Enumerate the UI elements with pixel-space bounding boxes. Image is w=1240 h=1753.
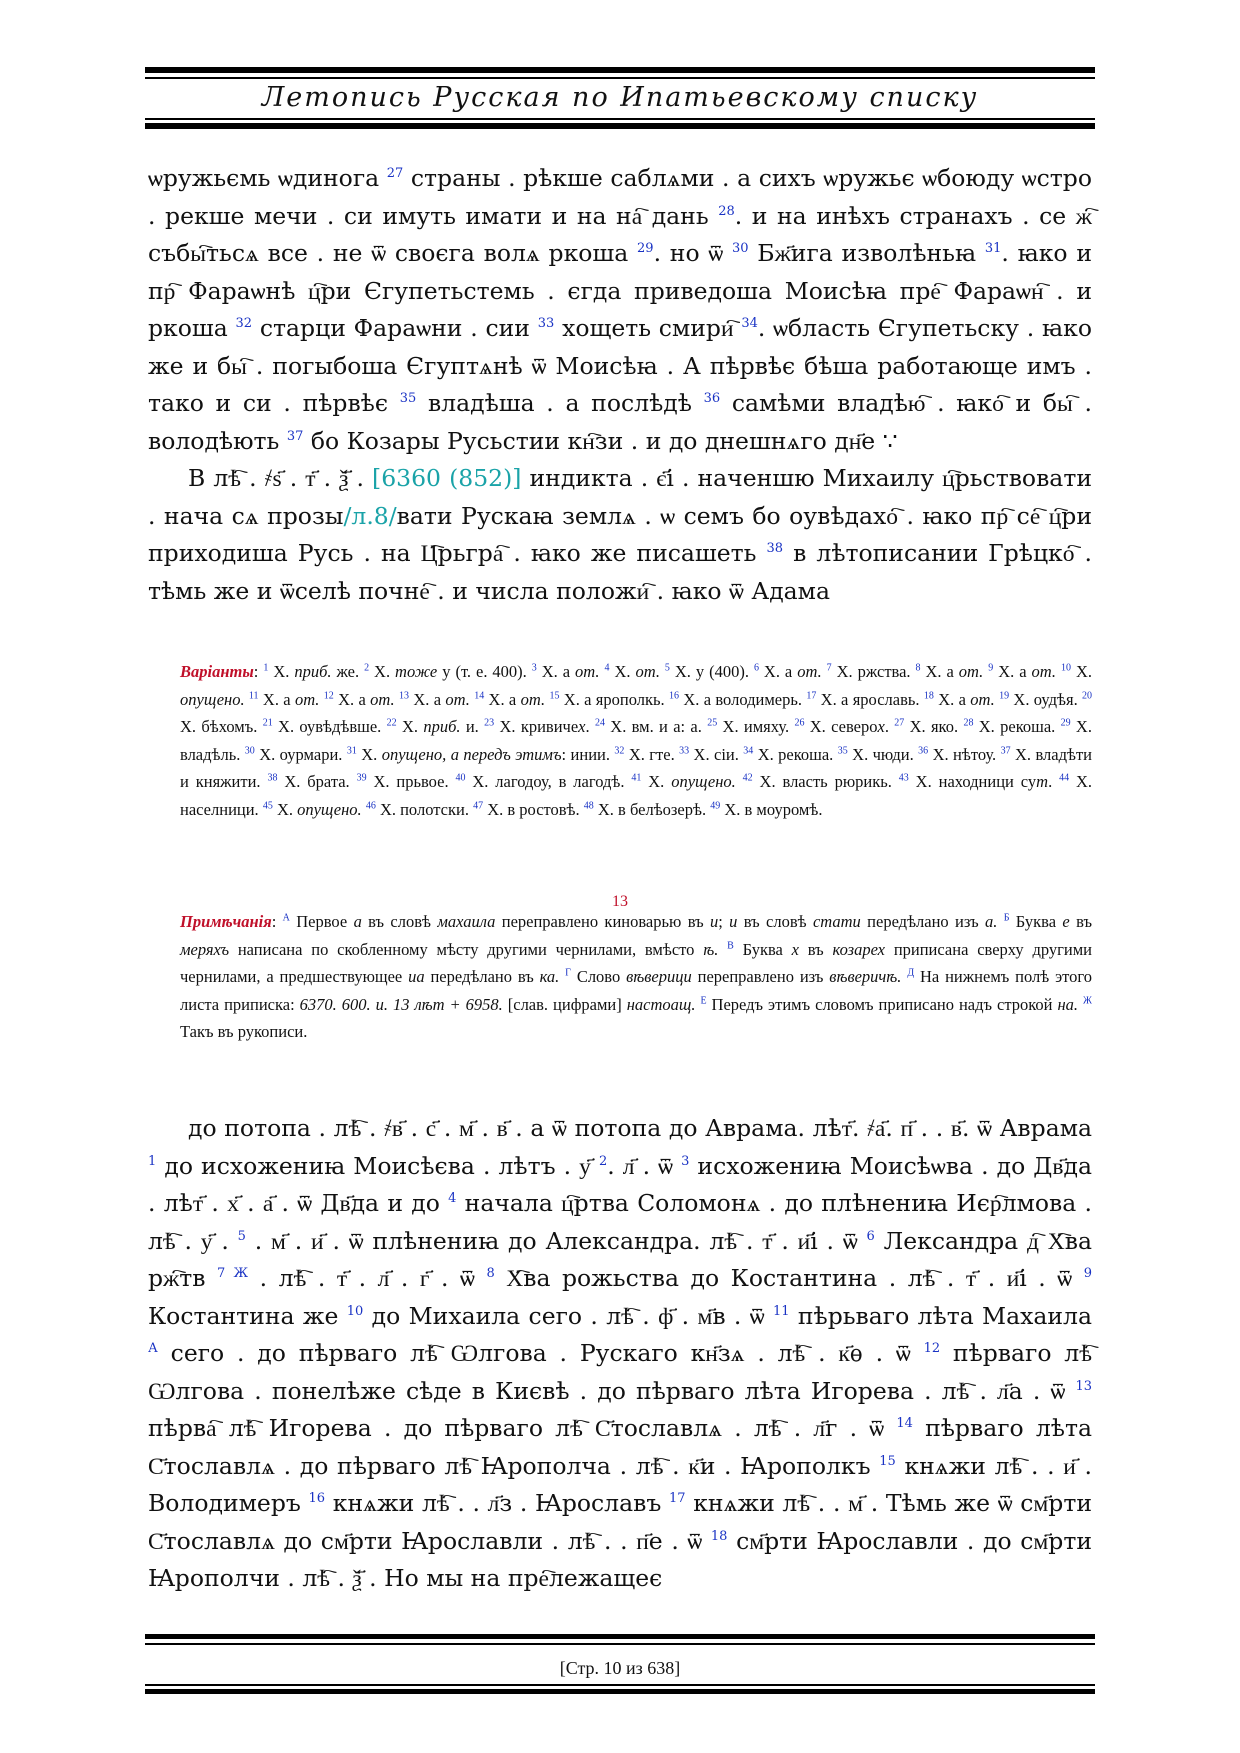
text-run: [слав. цифрами]	[502, 994, 627, 1014]
text-run: от.	[520, 689, 546, 709]
text-run: Такъ въ рукописи.	[180, 1022, 308, 1042]
text-run: Х. а володимерь.	[679, 689, 807, 709]
footnote-marker: 42	[742, 772, 753, 784]
text-run: . ѡбласть Єгупетьску . ꙗко же и бы҇ . погыбоша Єгуптѧнѣ ѿ Моисѣꙗ . А пѣрвѣє бѣша работающе имъ . тако и си . пѣрвѣє	[148, 314, 1092, 417]
text-run: Х. в ростовѣ.	[483, 799, 584, 819]
editorial-marker: [6360 (852)]	[372, 464, 522, 492]
footnote-marker: Д	[907, 967, 915, 979]
footnote-marker: 10	[346, 1303, 364, 1319]
text-run: и.	[460, 717, 485, 737]
footnote-marker: 28	[963, 717, 974, 729]
text-run: старци Фараѡни . сии	[252, 314, 538, 342]
footnote-marker: 38	[267, 772, 278, 784]
footnote-marker: 6	[866, 1228, 875, 1244]
text-run: а.	[984, 912, 998, 931]
footnote-marker: 24	[594, 717, 605, 729]
text-run: от.	[575, 662, 600, 681]
footnote-marker: 21	[262, 717, 273, 729]
text-run: т	[1036, 772, 1049, 792]
footnote-marker: 1	[263, 662, 269, 674]
text-run: см҃рти Ꙗрославли . до см҃рти Ꙗрополчи . лѣ҇ . ѯ҃ . Но мы на пре҇лежащеє	[148, 1526, 1092, 1592]
paragraph	[148, 1110, 1092, 1598]
text-run: х	[578, 717, 586, 737]
text-run: Х.	[268, 662, 295, 681]
footnote-marker: 17	[806, 690, 817, 702]
text-run: Х. в белѣозерѣ.	[593, 799, 711, 819]
header-rule-top-thin	[145, 77, 1095, 79]
text-run: Х. прьвое.	[366, 772, 456, 792]
footnote-marker: 8	[486, 1266, 495, 1282]
text-run: написана по скобленному мѣсту другими чернилами, вмѣсто	[229, 939, 704, 959]
footnote-marker: 2	[364, 662, 370, 674]
text-run: :	[271, 912, 283, 931]
text-run: Х. владѣти и княжити.	[180, 744, 1092, 792]
footnote-marker: 48	[583, 800, 594, 812]
text-run: пѣрваго лѣ҇ Ѡлгова . понелѣже сѣде в Києвѣ . до пѣрваго лѣта Игорева . лѣ҇ . л҃а . ѿ	[148, 1339, 1092, 1405]
text-run: Х. а	[993, 662, 1032, 681]
footnote-marker: 10	[1060, 662, 1071, 674]
text-run: и	[709, 912, 719, 931]
text-run: приб.	[294, 662, 332, 681]
apparatus-label: Примѣчанія	[180, 912, 272, 931]
text-run: козарех	[832, 939, 886, 959]
footnote-marker: 30	[732, 241, 749, 257]
text-run: опущено, а передъ этимъ	[381, 744, 562, 764]
text-run: Х.	[272, 799, 298, 819]
text-run: В лѣ҇ . ҂ѕ҃ . т҃ . ѯ҃ .	[188, 464, 373, 492]
footnote-marker: 22	[386, 717, 397, 729]
text-run: на.	[1057, 994, 1079, 1014]
text-run: до потопа . лѣ҇ . ҂в҃ . с҃ . м҃ . в҃ . а ѿ потопа до Аврама. лѣт҃. ҂а҃. п҃ . . в҃. ѿ Аврама	[188, 1114, 1092, 1142]
footnote-marker: Б	[1003, 912, 1010, 924]
footnote-marker: 8	[915, 662, 921, 674]
paragraph	[148, 160, 1092, 460]
footnote-marker: 1	[148, 1153, 157, 1169]
footnote-marker: 26	[794, 717, 805, 729]
footnote-marker: 4	[604, 662, 610, 674]
text-run: Х.	[609, 662, 636, 681]
footer-rule-bottom-thin	[145, 1684, 1095, 1686]
text-run: . лѣ҇ . т҃ . л҃ . г҃ . ѿ	[248, 1264, 487, 1292]
text-run: сего . до пѣрваго лѣ҇ Ѡлгова . Рускаго кн҃зѧ . лѣ҇ . к҃ѳ . ѿ	[157, 1339, 924, 1367]
footnote-marker: 31	[984, 241, 1002, 257]
text-run: от.	[370, 689, 395, 709]
text-run: Х. чюди.	[847, 744, 919, 764]
text-run: Х. оудѣя.	[1009, 689, 1083, 709]
text-run: пѣрваго лѣта С҃тославлѧ . до пѣрваго лѣ҇ Ꙗрополча . лѣ҇ . к҃и . Ꙗрополкъ	[148, 1414, 1092, 1480]
text-run: владѣша . а послѣдѣ	[416, 389, 704, 417]
text-run: Х. находници су	[908, 772, 1037, 792]
footnote-marker: 5	[237, 1228, 246, 1244]
text-run: переправлено киноварью въ	[495, 912, 710, 931]
text-run: Буква	[733, 939, 792, 959]
footnote-marker: 16	[669, 690, 679, 702]
text-run: вѣверичѣ.	[829, 967, 902, 987]
apparatus-label: Варіанты	[180, 662, 254, 681]
footnote-marker: 36	[703, 391, 721, 407]
text-run: . ꙗко и пр҇ Фараѡнѣ ц҇ри Єгупетьстемь . єгда приведоша Моисѣꙗ пре҇ Фараѡн҇ . и ркоша	[148, 239, 1092, 342]
text-run: : инии.	[561, 744, 615, 764]
header-rule-bottom-thin	[145, 118, 1095, 120]
footnote-marker: 35	[837, 745, 848, 757]
text-run: 6370. 600. и. 13 лѣт + 6958.	[299, 994, 503, 1014]
footnote-marker: 6	[753, 662, 759, 674]
text-run: Х. а	[409, 689, 446, 709]
footnote-marker: 33	[679, 745, 690, 757]
text-run: ѣ.	[703, 939, 719, 959]
text-run: въ	[1069, 912, 1092, 931]
footnote-marker: А	[282, 912, 290, 924]
footnote-marker: 2	[598, 1153, 608, 1169]
footnote-marker: 34	[743, 745, 754, 757]
manuscript-page-number: 13	[612, 893, 628, 910]
text-run: Костантина же	[148, 1301, 347, 1330]
text-run: приб.	[423, 717, 461, 737]
footnote-marker: 11	[248, 690, 259, 702]
text-run: самѣми владѣю҇ . ꙗко҇ и бы҇ . володѣють	[148, 389, 1092, 455]
footnote-marker: 41	[631, 772, 642, 784]
text-run: Х. а	[933, 689, 971, 709]
text-run: Х. нѣтоу.	[928, 744, 1001, 764]
text-run: меряхъ	[180, 939, 230, 959]
text-run: Передъ этимъ словомъ приписано надъ строкой	[706, 994, 1058, 1014]
footnote-marker: 23	[484, 717, 495, 729]
variants-apparatus	[180, 658, 1092, 824]
footnote-marker: 37	[286, 428, 304, 444]
footnote-marker: 45	[262, 800, 273, 812]
footnote-marker: 28	[718, 203, 735, 219]
footnote-marker: Е	[700, 995, 707, 1007]
text-run: от.	[970, 689, 995, 709]
text-run: въ словѣ	[361, 912, 438, 931]
text-run: вати Рускаꙗ землѧ . ѡ семъ бо оувѣдахо҇ . ꙗко пр҇ се҇ ц҇ри приходиша Русь . на Ц҇рьгра҇ . ꙗко же писашеть	[148, 501, 1092, 567]
text-run: .	[1048, 772, 1060, 792]
text-run: Лександра д҇ Х҇ва рж҇тв	[148, 1226, 1093, 1292]
text-run: х	[791, 939, 799, 959]
text-run: Х. северо	[804, 717, 878, 737]
footnote-marker: 14	[474, 690, 485, 702]
text-run: от.	[958, 662, 984, 681]
text-run: Х. сіи.	[689, 744, 744, 764]
text-run: Х. населници.	[180, 772, 1093, 819]
footnote-marker: А	[148, 1341, 158, 1357]
footnote-marker: 39	[356, 772, 367, 784]
text-run	[718, 940, 727, 959]
footnote-marker: 32	[614, 745, 625, 757]
text-run: . и на инѣхъ странахъ . се ж҇ събы҇тьсѧ все . не ѿ своєга волѧ ркоша	[148, 201, 1092, 267]
text-run: до Михаила сего . лѣ҇ . ф҃ . м҃в . ѿ	[363, 1301, 773, 1330]
apparatus-paragraph	[180, 658, 1092, 824]
footnote-marker: Г	[565, 967, 571, 979]
text-run: махаила	[437, 912, 496, 931]
text-run: передѣлано въ	[424, 967, 540, 987]
footer-rule-top-thick	[145, 1634, 1095, 1639]
text-run: . л҃ . ѿ	[607, 1151, 682, 1180]
text-run: Х. а	[333, 689, 371, 709]
text-run: Х. а ярославь.	[816, 689, 924, 709]
text-run: Х. лагодоу, в лагодѣ.	[465, 772, 632, 792]
footnote-marker: 35	[399, 391, 417, 407]
text-run: Х. ржства.	[831, 662, 916, 681]
text-run: в лѣтописании Грѣцко҇ . тѣмь же и ѿселѣ почне҇ . и числа положи҇ . ꙗко ѿ Адама	[148, 539, 1093, 605]
text-run: опущено.	[671, 772, 736, 792]
footnote-marker: 16	[308, 1491, 326, 1507]
text-run: настоащ.	[626, 994, 696, 1014]
text-run: Х. рекоша.	[973, 717, 1061, 737]
footnote-marker: 13	[399, 690, 409, 702]
editorial-marker: /л.8/	[343, 501, 397, 530]
text-run: Х. власть рюрикь.	[752, 772, 899, 792]
text-run: от.	[797, 662, 822, 681]
footnote-marker: 4	[448, 1191, 457, 1207]
footnote-marker: 20	[1082, 690, 1093, 702]
text-run: приписана сверху другими чернилами, а предшествующее	[180, 939, 1093, 987]
text-run: Слово	[570, 967, 627, 987]
footnote-marker: 31	[346, 745, 357, 757]
text-run: Х҇ва рожьства до Костантина . лѣ҇ . т҃ . и҃і . ѿ	[494, 1264, 1084, 1292]
text-run: кнѧжи лѣ҇ . . м҃ . Тѣмь же ѿ см҃рти С҃тославлѧ до см҃рти Ꙗрославли . лѣ҇ . . п҃е . ѿ	[148, 1489, 1093, 1555]
text-run	[736, 772, 743, 791]
text-run: Первое	[289, 912, 354, 931]
text-run: х	[877, 717, 885, 737]
text-run: ка.	[539, 967, 560, 987]
footnote-marker: 29	[637, 241, 654, 257]
text-run: опущено.	[180, 689, 245, 709]
text-run: стати	[812, 912, 861, 931]
footnote-marker: 34	[741, 316, 758, 332]
footnote-marker: 13	[1075, 1378, 1092, 1394]
text-run: На нижнемъ полѣ этого листа приписка:	[180, 967, 1092, 1014]
footnote-marker: 36	[918, 745, 929, 757]
main-text-block	[148, 160, 1092, 610]
running-header-title: Летопись Русская по Ипатьевскому списку	[261, 82, 979, 113]
text-run: опущено.	[297, 799, 362, 819]
text-run: пѣрьваго лѣта Махаила	[789, 1301, 1092, 1330]
text-run: въ	[799, 939, 833, 959]
footnote-marker: 25	[707, 717, 718, 729]
footnote-marker: 29	[1060, 717, 1071, 729]
text-run: Х. имяху.	[717, 717, 795, 737]
text-run: Х. вм. и а: а.	[604, 717, 708, 737]
text-run: Х.	[641, 772, 672, 792]
footer-rule-bottom-thick	[145, 1689, 1095, 1694]
text-run: Х. яко.	[904, 717, 964, 737]
footnote-marker: 9	[988, 662, 994, 674]
text-run: начала ц҇ртва Соломонѧ . до плѣнениꙗ Иєр҇лмова . лѣ҇ . у҃ .	[148, 1189, 1092, 1255]
text-run: передѣлано изъ	[860, 912, 985, 931]
text-run: иа	[408, 967, 425, 987]
footnote-marker: 47	[473, 800, 484, 812]
footnote-marker: 27	[894, 717, 905, 729]
text-run: ѡружьємь ѡдинога	[148, 164, 387, 192]
text-run: же.	[331, 662, 365, 681]
header-rule-top-thick	[145, 67, 1095, 73]
text-run: Буква	[1009, 912, 1063, 931]
text-run: переправлено изъ	[691, 967, 830, 987]
text-run: Х. оувѣдѣвше.	[272, 717, 387, 737]
text-run: Х.	[369, 662, 396, 681]
footnote-marker: 40	[455, 772, 466, 784]
text-run: .	[585, 717, 595, 737]
footnote-marker: 14	[896, 1416, 913, 1432]
footnote-marker: 9	[1083, 1266, 1092, 1282]
text-run: Х. в моуромѣ.	[720, 799, 823, 819]
text-run: Х. владѣль.	[180, 717, 1092, 764]
footnote-marker: 27	[386, 166, 404, 182]
footnote-marker: 3	[531, 662, 537, 674]
text-run: Бж҃ига изволѣньꙗ	[748, 239, 985, 267]
text-run: Х. бѣхомъ.	[180, 717, 263, 737]
text-run: Х. оурмари.	[254, 744, 347, 764]
text-run: Х. а	[758, 662, 798, 681]
text-run: Х. а	[484, 689, 521, 709]
text-run: кнѧжи лѣ҇ . . л҃з . Ꙗрославъ	[325, 1489, 669, 1517]
text-run: и	[729, 912, 738, 931]
text-run: а	[353, 912, 362, 931]
text-run: Х. рекоша.	[753, 744, 838, 764]
text-run: исхожениꙗ Моисѣѡва . до Дв҃да . лѣт҃ . х҃ . а҃ . ѿ Дв҃да и до	[148, 1151, 1092, 1217]
footnote-marker: 7 Ж	[217, 1266, 249, 1282]
text-run: ;	[718, 912, 730, 931]
footnote-marker: 19	[999, 690, 1010, 702]
text-run: . м҃ . и҃ . ѿ плѣнениꙗ до Александра. лѣ҇ . т҃ . и҃і . ѿ	[245, 1226, 867, 1255]
footnote-marker: 12	[923, 1341, 941, 1357]
text-run: е	[1062, 912, 1070, 931]
footnote-marker: 46	[365, 800, 376, 812]
text-run: у (т. е. 400).	[437, 662, 532, 681]
footnote-marker: 38	[766, 541, 784, 557]
footnote-marker: 18	[710, 1528, 728, 1544]
text-run: хощеть смири҇	[554, 314, 742, 342]
header-rule-bottom-thick	[145, 123, 1095, 129]
footnote-marker: В	[727, 940, 734, 952]
footnote-marker: 37	[1000, 745, 1011, 757]
text-run: Х. кривиче	[494, 717, 579, 737]
page-counter: [Стр. 10 из 638]	[559, 1658, 681, 1678]
text-run: Х. полотски.	[375, 799, 474, 819]
text-run: Х. а ярополкь.	[559, 689, 669, 709]
text-run: от.	[1031, 662, 1057, 681]
main-text-block-continued	[148, 1110, 1092, 1598]
text-run: до исхожениꙗ Моисѣєва . лѣтъ . у҃	[156, 1151, 599, 1180]
footnote-marker: 3	[681, 1153, 690, 1169]
text-run: кнѧжи лѣ҇ . . и҃ . Володимеръ	[148, 1451, 1092, 1517]
footnote-marker: 17	[669, 1491, 686, 1507]
text-run: от.	[294, 689, 320, 709]
text-run: тоже	[395, 662, 438, 681]
text-run: Х. у (400).	[669, 662, 754, 681]
footnote-marker: 44	[1059, 772, 1070, 784]
text-run: от.	[445, 689, 470, 709]
footer-rule-top-thin	[145, 1643, 1095, 1645]
footnote-marker: 12	[323, 690, 334, 702]
text-run: Х. гте.	[624, 744, 680, 764]
footnote-marker: 49	[710, 800, 721, 812]
text-run: вѣверици	[626, 967, 692, 987]
text-run: Х.	[396, 717, 424, 737]
footnote-marker: 15	[549, 690, 560, 702]
text-run: бо Козары Русьстии кн҇зи . и до днешнѧго дн҃е ∵	[303, 426, 898, 455]
text-run: Х.	[1070, 662, 1092, 681]
text-run: Х. брата.	[277, 772, 357, 792]
footnote-marker: 18	[923, 690, 934, 702]
footnote-marker: 43	[898, 772, 909, 784]
text-run: индикта . є҃і . наченшю Михаилу ц҇рьствовати . нача сѧ прозы	[148, 464, 1092, 530]
text-run: Х. а	[536, 662, 576, 681]
footnote-marker: 5	[664, 662, 670, 674]
text-run: Х.	[356, 744, 382, 764]
text-run: .	[884, 717, 895, 737]
text-run: пѣрва҇ лѣ҇ Игорева . до пѣрваго лѣ҇ С҃тославлѧ . лѣ҇ . л҃г . ѿ	[148, 1414, 897, 1442]
apparatus-paragraph	[180, 908, 1092, 1046]
footnote-marker: 11	[772, 1303, 790, 1319]
footnote-marker: Ж	[1083, 995, 1093, 1007]
text-run: страны . рѣкше саблѧми . а сихъ ѡружьє ѡбоюду ѡстро . рекше мечи . си имуть имати и на на҇ дань	[148, 164, 1093, 230]
text-run: Х. а	[920, 662, 959, 681]
text-run: . но ѿ	[653, 239, 732, 267]
text-run: Х. а	[258, 689, 295, 709]
text-run: от.	[635, 662, 660, 681]
text-run: :	[253, 662, 264, 681]
paragraph	[148, 460, 1092, 610]
text-run: въ словѣ	[737, 912, 813, 931]
footnote-marker: 15	[879, 1453, 896, 1469]
footnote-marker: 33	[537, 316, 555, 332]
footnote-marker: 32	[235, 316, 253, 332]
notes-apparatus	[180, 908, 1092, 1046]
footnote-marker: 30	[244, 745, 255, 757]
footnote-marker: 7	[826, 662, 832, 674]
